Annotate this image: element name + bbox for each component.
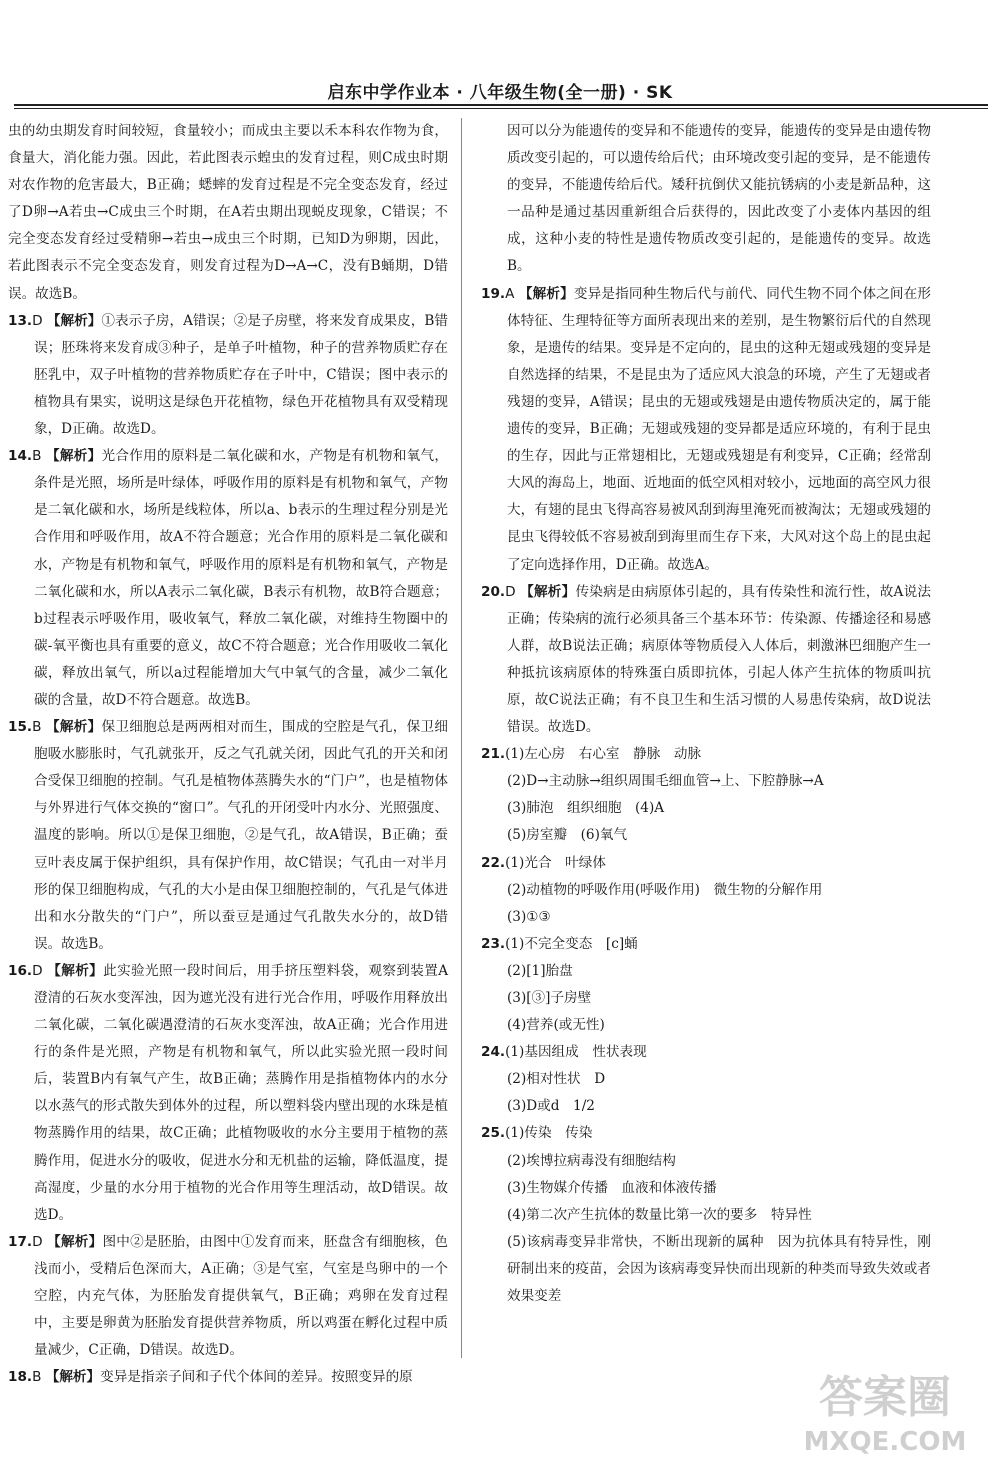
analysis-tag: 【解析】 bbox=[47, 1233, 103, 1250]
answer-number: 21. bbox=[481, 746, 506, 763]
answer-line: (3)D或d 1/2 bbox=[507, 1098, 595, 1115]
answer-line: (3)肺泡 组织细胞 (4)A bbox=[507, 800, 665, 817]
answer-20 bbox=[481, 579, 931, 742]
watermark-url: MXQE.COM bbox=[803, 1427, 967, 1457]
answer-choice: D bbox=[32, 312, 43, 329]
answer-line: (5)房室瓣 (6)氧气 bbox=[507, 827, 628, 844]
answer-13 bbox=[8, 308, 448, 443]
answer-21 bbox=[481, 741, 931, 849]
answer-number: 24. bbox=[481, 1044, 506, 1061]
answer-24 bbox=[481, 1039, 931, 1120]
answer-choice: A bbox=[505, 285, 515, 302]
answer-line: (1)不完全变态 [c]蛹 bbox=[505, 935, 638, 952]
analysis-text: 保卫细胞总是两两相对而生，围成的空腔是气孔，保卫细胞吸水膨胀时，气孔就张开，反之气孔就关闭，因此气孔的开关和闭合受保卫细胞的控制。气孔是植物体蒸腾失水的“门户”，也是植物体与外界进行气体交换的“窗口”。气孔的开闭受叶内水分、光照强度、温度的影响。所以①是保卫细胞，②是气孔，故A错误，B正确；蚕豆叶表皮属于保护组织，具有保护作用，故C错误；气孔由一对半月形的保卫细胞构成，气孔的大小是由保卫细胞控制的，气孔是气体进出和水分散失的“门户”，所以蚕豆是通过气孔散失水分的，故D错误。故选B。 bbox=[34, 719, 449, 952]
watermark-logo bbox=[780, 1360, 990, 1460]
analysis-text: 变异是指同种生物后代与前代、同代生物不同个体之间在形体特征、生理特征等方面所表现出来的差别，是生物繁衍后代的自然现象，是遗传的结果。变异是不定向的，昆虫的这种无翅或残翅的变异是自然选择的结果，不是昆虫为了适应风大浪急的环境，产生了无翅或者残翅的变异，A错误；昆虫的无翅或残翅是由遗传物质决定的，属于能遗传的变异，B正确；无翅或残翅的变异都是适应环境的，有利于昆虫的生存，因此与正常翅相比，无翅或残翅是有利变异，C正确；经常刮大风的海岛上，地面、近地面的低空风相对较小，远地面的高空风力很大，有翅的昆虫飞得高容易被风刮到海里淹死而被淘汰；无翅或残翅的昆虫飞得较低不容易被刮到海里而生存下来，大风对这个岛上的昆虫起了定向选择作用，D正确。故选A。 bbox=[507, 285, 932, 573]
answer-number: 20. bbox=[481, 583, 506, 600]
answer-line: (4)营养(或无性) bbox=[507, 1017, 605, 1034]
answer-16 bbox=[8, 958, 448, 1229]
answer-number: 22. bbox=[481, 854, 506, 871]
answer-line: (5)该病毒变异非常快，不断出现新的属种 因为抗体具有特异性，刚研制出来的疫苗，会因为该病毒变异快而出现新的种类而导致失效或者效果变差 bbox=[507, 1233, 931, 1305]
right-column bbox=[481, 118, 931, 1310]
answer-choice: B bbox=[32, 719, 42, 736]
answer-choice: D bbox=[505, 583, 516, 600]
answer-line: (1)基因组成 性状表现 bbox=[505, 1044, 647, 1061]
answer-line: (2)D→主动脉→组织周围毛细血管→上、下腔静脉→A bbox=[507, 773, 824, 790]
answer-line: (4)第二次产生抗体的数量比第一次的要多 特异性 bbox=[507, 1206, 812, 1223]
answer-number: 15. bbox=[8, 719, 33, 736]
analysis-text: 光合作用的原料是二氧化碳和水，产物是有机物和氧气，条件是光照，场所是叶绿体，呼吸作用的原料是有机物和氧气，产物是二氧化碳和水，场所是线粒体，所以a、b表示的生理过程分别是光合作用和呼吸作用，故A不符合题意；光合作用的原料是二氧化碳和水，产物是有机物和氧气，呼吸作用的原料是有机物和氧气，产物是二氧化碳和水，所以A表示二氧化碳，B表示有机物，故B符合题意；b过程表示呼吸作用，吸收氧气，释放二氧化碳，对维持生物圈中的碳-氧平衡也具有重要的意义，故C不符合题意；光合作用吸收二氧化碳，释放出氧气，所以a过程能增加大气中氧气的含量，减少二氧化碳的含量，故D不符合题意。故选B。 bbox=[34, 448, 449, 708]
answer-19 bbox=[481, 281, 931, 579]
answer-number: 25. bbox=[481, 1125, 506, 1142]
analysis-text: 图中②是胚胎，由图中①发育而来，胚盘含有细胞核，色浅而小，受精后色深而大，A正确；③是气室，气室是鸟卵中的一个空腔，内充气体，为胚胎发育提供氧气，B正确；鸡卵在发育过程中，主要是卵黄为胚胎发育提供营养物质，所以鸡蛋在孵化过程中质量减少，C正确，D错误。故选D。 bbox=[34, 1233, 448, 1359]
answer-number: 14. bbox=[8, 448, 33, 465]
analysis-tag: 【解析】 bbox=[46, 448, 102, 465]
page-header: 启东中学作业本 · 八年级生物(全一册) · SK bbox=[327, 83, 673, 103]
answer-15 bbox=[8, 714, 448, 958]
header-rule-thick bbox=[14, 104, 988, 106]
site-watermark bbox=[780, 1360, 990, 1460]
answer-line: (3)生物媒介传播 血液和体液传播 bbox=[507, 1179, 717, 1196]
answer-25 bbox=[481, 1120, 931, 1310]
answer-number: 17. bbox=[8, 1233, 33, 1250]
analysis-tag: 【解析】 bbox=[47, 962, 104, 979]
answer-choice: D bbox=[32, 962, 43, 979]
answer-line: (1)光合 叶绿体 bbox=[505, 854, 606, 871]
analysis-text: 传染病是由病原体引起的，具有传染性和流行性，故A说法正确；传染病的流行必须具备三个基本环节：传染源、传播途径和易感人群，故B说法正确；病原体等物质侵入人体后，刺激淋巴细胞产生一种抵抗该病原体的特殊蛋白质即抗体，引起人体产生抗体的物质叫抗原，故C说法正确；有不良卫生和生活习惯的人易患传染病，故D说法错误。故选D。 bbox=[507, 583, 931, 736]
answer-22 bbox=[481, 850, 931, 931]
answer-number: 18. bbox=[8, 1369, 33, 1386]
answer-number: 16. bbox=[8, 962, 33, 979]
answer-line: (3)①③ bbox=[507, 908, 551, 925]
answer-number: 13. bbox=[8, 312, 33, 329]
analysis-tag: 【解析】 bbox=[46, 312, 102, 329]
column-divider bbox=[461, 118, 462, 1358]
answer-number: 23. bbox=[481, 935, 506, 952]
left-column bbox=[8, 118, 448, 1391]
answer-number: 19. bbox=[481, 285, 506, 302]
analysis-tag: 【解析】 bbox=[518, 285, 574, 302]
answer-choice: B bbox=[32, 1369, 42, 1386]
answer-choice: B bbox=[32, 448, 42, 465]
answer-choice: D bbox=[32, 1233, 43, 1250]
analysis-tag: 【解析】 bbox=[46, 719, 102, 736]
watermark-title: 答案圈 bbox=[819, 1372, 951, 1423]
answer-23 bbox=[481, 931, 931, 1039]
answer-14 bbox=[8, 443, 448, 714]
answer-12-continued: 虫的幼虫期发育时间较短，食量较小；而成虫主要以禾本科农作物为食，食量大，消化能力强。因此，若此图表示蝗虫的发育过程，则C成虫时期对农作物的危害最大，B正确；蟋蟀的发育过程是不完全变态发育，经过了D卵→A若虫→C成虫三个时期，在A若虫期出现蜕皮现象，C错误；不完全变态发育经过受精卵→若虫→成虫三个时期，已知D为卵期，因此，若此图表示不完全变态发育，则发育过程为D→A→C，没有B蛹期，D错误。故选B。 bbox=[8, 123, 448, 302]
answer-line: (1)左心房 右心室 静脉 动脉 bbox=[505, 746, 702, 763]
answer-line: (2)动植物的呼吸作用(呼吸作用) 微生物的分解作用 bbox=[507, 881, 823, 898]
answer-line: (2)[1]胎盘 bbox=[507, 962, 573, 979]
analysis-tag: 【解析】 bbox=[45, 1369, 101, 1386]
answer-line: (2)埃博拉病毒没有细胞结构 bbox=[507, 1152, 676, 1169]
answer-18-continued: 因可以分为能遗传的变异和不能遗传的变异，能遗传的变异是由遗传物质改变引起的，可以遗传给后代；由环境改变引起的变异，是不能遗传的变异，不能遗传给后代。矮秆抗倒伏又能抗锈病的小麦是新品种，这一品种是通过基因重新组合后获得的，因此改变了小麦体内基因的组成，这种小麦的特性是遗传物质改变引起的，是能遗传的变异。故选B。 bbox=[507, 123, 931, 275]
answer-17 bbox=[8, 1229, 448, 1364]
analysis-text: 此实验光照一段时间后，用手挤压塑料袋，观察到装置A澄清的石灰水变浑浊，因为遮光没有进行光合作用，呼吸作用释放出二氧化碳，二氧化碳遇澄清的石灰水变浑浊，故A正确；光合作用进行的条件是光照，产物是有机物和氧气，所以此实验光照一段时间后，装置B内有氧气产生，故B正确；蒸腾作用是指植物体内的水分以水蒸气的形式散失到体外的过程，所以塑料袋内壁出现的水珠是植物蒸腾作用的结果，故C正确；此植物吸收的水分主要用于植物的蒸腾作用，促进水分的吸收，促进水分和无机盐的运输，降低温度，提高湿度，少量的水分用于植物的光合作用等生理活动，故D错误。故选D。 bbox=[34, 962, 449, 1223]
answer-18 bbox=[8, 1364, 448, 1391]
analysis-tag: 【解析】 bbox=[520, 583, 576, 600]
answer-line: (1)传染 传染 bbox=[505, 1125, 593, 1142]
analysis-text: 变异是指亲子间和子代个体间的差异。按照变异的原 bbox=[100, 1369, 413, 1386]
answer-line: (2)相对性状 D bbox=[507, 1071, 606, 1088]
header-rule-thin bbox=[14, 108, 988, 109]
analysis-text: ①表示子房，A错误；②是子房壁，将来发育成果皮，B错误；胚珠将来发育成③种子，是单子叶植物，种子的营养物质贮存在胚乳中，双子叶植物的营养物质贮存在子叶中，C错误；图中表示的植物具有果实，说明这是绿色开花植物，绿色开花植物具有双受精现象，D正确。故选D。 bbox=[34, 312, 448, 438]
answer-line: (3)[③]子房壁 bbox=[507, 990, 592, 1006]
